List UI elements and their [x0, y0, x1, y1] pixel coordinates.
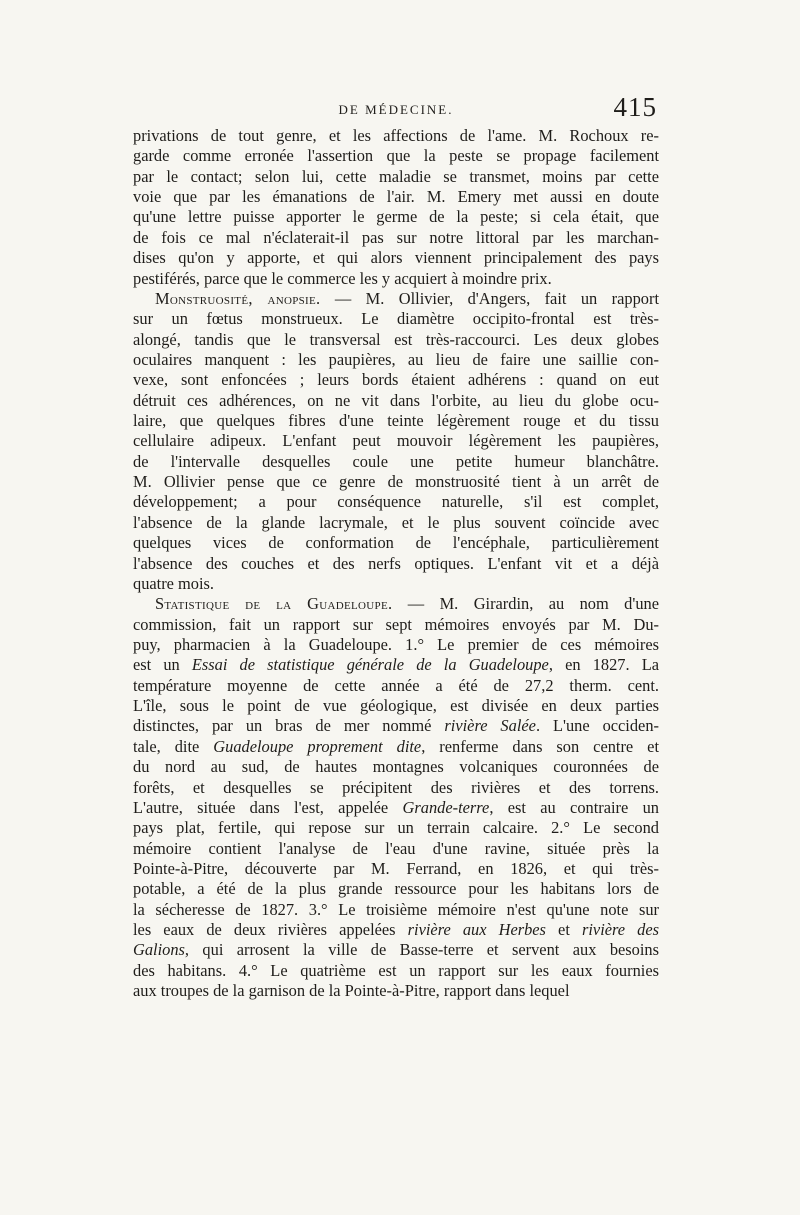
text-line	[133, 207, 659, 227]
text-line	[133, 309, 659, 329]
text-run: sur un fœtus monstrueux. Le diamètre occipito-frontal est très-	[133, 309, 659, 329]
text-run: L'autre, située dans l'est, appelée	[133, 797, 403, 817]
text-run: pays plat, fertile, qui repose sur un terrain calcaire. 2.° Le second	[133, 818, 659, 838]
text-line	[133, 676, 659, 696]
text-line	[133, 533, 659, 553]
text-line	[133, 655, 659, 675]
text-run: , en 1827. La	[548, 655, 659, 675]
text-line	[133, 798, 659, 818]
text-line	[133, 574, 659, 594]
text-line	[133, 330, 659, 350]
section-heading: Monstruosité, anopsie.	[155, 288, 321, 308]
text-line	[133, 126, 659, 146]
text-run: voie que par les émanations de l'air. M. Emery met aussi en doute	[133, 187, 659, 207]
text-run: qu'une lettre puisse apporter le germe de la peste; si cela était, que	[133, 207, 659, 227]
text-run: température moyenne de cette année a été de 27,2 therm. cent.	[133, 675, 659, 695]
text-run: mémoire contient l'analyse de l'eau d'une ravine, située près la	[133, 838, 659, 858]
text-line	[133, 554, 659, 574]
text-body	[133, 126, 659, 1001]
italic-text: rivière Salée	[444, 716, 536, 736]
text-line	[133, 900, 659, 920]
text-line	[133, 411, 659, 431]
italic-text: Grande-terre	[402, 797, 490, 817]
text-line	[133, 737, 659, 757]
text-line	[133, 940, 659, 960]
text-run: , renferme dans son centre et	[421, 736, 659, 756]
paragraph	[133, 289, 659, 594]
text-run: — M. Girardin, au nom d'une	[392, 594, 659, 614]
text-line	[133, 961, 659, 981]
book-page	[133, 92, 659, 1001]
text-run: cellulaire adipeux. L'enfant peut mouvoir légèrement les paupières,	[133, 431, 659, 451]
text-run: la sécheresse de 1827. 3.° Le troisième mémoire n'est qu'une note sur	[133, 899, 659, 919]
running-head	[133, 92, 659, 126]
text-run: pestiférés, parce que le commerce les y acquiert à moindre prix.	[133, 268, 552, 288]
text-run: L'île, sous le point de vue géologique, est divisée en deux parties	[133, 696, 659, 716]
text-run: . L'une occiden-	[535, 716, 659, 736]
text-run: , est au contraire un	[489, 797, 659, 817]
text-line	[133, 492, 659, 512]
italic-text: Galions	[133, 940, 185, 960]
text-line	[133, 248, 659, 268]
text-line	[133, 289, 659, 309]
italic-text: rivière des	[581, 920, 659, 940]
text-run: développement; a pour conséquence naturelle, s'il est complet,	[133, 492, 659, 512]
text-line	[133, 696, 659, 716]
paragraph	[133, 594, 659, 1001]
text-line	[133, 350, 659, 370]
text-line	[133, 818, 659, 838]
text-run: détruit ces adhérences, on ne vit dans l'orbite, au lieu du globe ocu-	[133, 390, 659, 410]
text-run: puy, pharmacien à la Guadeloupe. 1.° Le premier de ces mémoires	[133, 634, 659, 654]
text-line	[133, 716, 659, 736]
text-line	[133, 859, 659, 879]
italic-text: rivière aux Herbes	[407, 920, 546, 940]
text-line	[133, 513, 659, 533]
text-line	[133, 920, 659, 940]
italic-text: Essai de statistique générale de la Guadeloupe	[191, 655, 549, 675]
text-run: , qui arrosent la ville de Basse-terre et servent aux besoins	[184, 940, 659, 960]
text-line	[133, 472, 659, 492]
text-line	[133, 635, 659, 655]
text-run: l'absence de la glande lacrymale, et le plus souvent coïncide avec	[133, 512, 659, 532]
text-line	[133, 981, 659, 1001]
text-run: M. Ollivier pense que ce genre de monstruosité tient à un arrêt de	[133, 472, 659, 492]
text-run: et	[545, 920, 582, 940]
section-heading: Statistique de la Guadeloupe.	[155, 594, 393, 614]
text-line	[133, 167, 659, 187]
text-line	[133, 431, 659, 451]
text-line	[133, 370, 659, 390]
text-run: distinctes, par un bras de mer nommé	[133, 716, 445, 736]
text-line	[133, 187, 659, 207]
text-run: est un	[133, 655, 192, 675]
paragraph	[133, 126, 659, 289]
text-run: quelques vices de conformation de l'encéphale, particulièrement	[133, 533, 659, 553]
text-run: quatre mois.	[133, 573, 215, 593]
text-run: dises qu'on y apporte, et qui alors viennent principalement des pays	[133, 248, 659, 268]
text-line	[133, 228, 659, 248]
text-run: Pointe-à-Pitre, découverte par M. Ferrand, en 1826, et qui très-	[133, 858, 659, 878]
text-run: garde comme erronée l'assertion que la peste se propage facilement	[133, 146, 659, 166]
italic-text: Guadeloupe proprement dite	[213, 736, 422, 756]
text-line	[133, 391, 659, 411]
text-run: potable, a été de la plus grande ressource pour les habitans lors de	[133, 879, 659, 899]
text-run: tale, dite	[133, 736, 214, 756]
text-run: l'absence des couches et des nerfs optiques. L'enfant vit et a déjà	[133, 553, 659, 573]
text-line	[133, 778, 659, 798]
text-line	[133, 452, 659, 472]
text-run: du nord au sud, de hautes montagnes volcaniques couronnées de	[133, 757, 659, 777]
text-run: forêts, et desquelles se précipitent des rivières et des torrens.	[133, 777, 659, 797]
text-run: les eaux de deux rivières appelées	[133, 920, 408, 940]
text-run: de fois ce mal n'éclaterait-il pas sur notre littoral par les marchan-	[133, 227, 659, 247]
text-line	[133, 594, 659, 614]
text-line	[133, 146, 659, 166]
text-run: laire, que quelques fibres d'une teinte légèrement rouge et du tissu	[133, 411, 659, 431]
text-line	[133, 879, 659, 899]
text-run: privations de tout genre, et les affections de l'ame. M. Rochoux re-	[133, 126, 659, 145]
text-run: alongé, tandis que le transversal est très-raccourci. Les deux globes	[133, 329, 659, 349]
text-run: oculaires manquent : les paupières, au lieu de faire une saillie con-	[133, 349, 659, 369]
text-run: de l'intervalle desquelles coule une petite humeur blanchâtre.	[133, 451, 659, 471]
running-title: DE MÉDECINE.	[338, 102, 454, 117]
text-line	[133, 269, 659, 289]
text-line	[133, 615, 659, 635]
text-run: par le contact; selon lui, cette maladie se transmet, moins par cette	[133, 166, 659, 186]
text-run: des habitans. 4.° Le quatrième est un rapport sur les eaux fournies	[133, 960, 659, 980]
text-run: vexe, sont enfoncées ; leurs bords étaient adhérens : quand on eut	[133, 370, 659, 390]
text-run: commission, fait un rapport sur sept mémoires envoyés par M. Du-	[133, 614, 659, 634]
text-line	[133, 757, 659, 777]
text-line	[133, 839, 659, 859]
text-run: — M. Ollivier, d'Angers, fait un rapport	[320, 288, 659, 308]
page-number: 415	[613, 92, 657, 122]
text-run: aux troupes de la garnison de la Pointe-à-Pitre, rapport dans lequel	[133, 981, 570, 1001]
